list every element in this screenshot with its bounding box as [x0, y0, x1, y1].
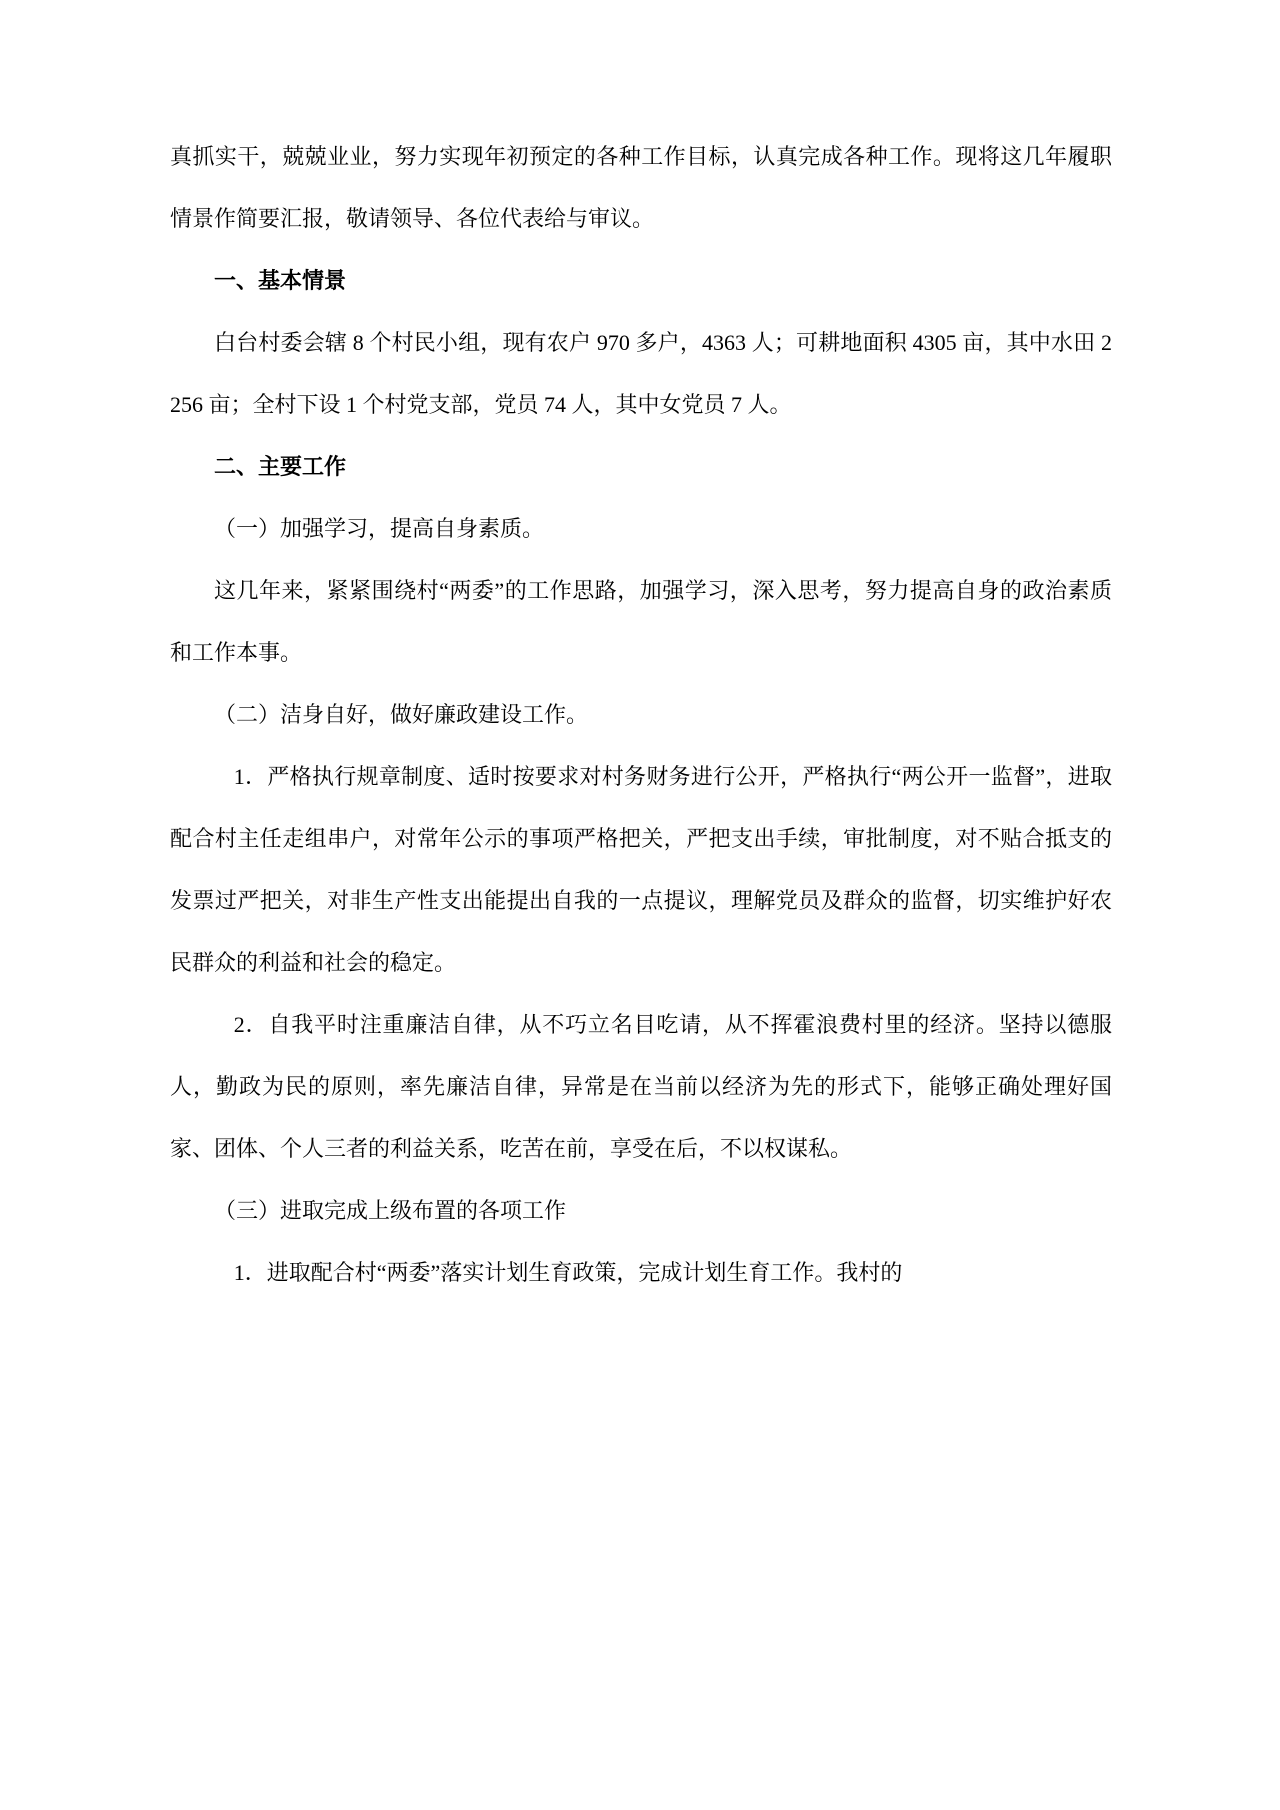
paragraph: 1．进取配合村“两委”落实计划生育政策，完成计划生育工作。我村的 [233, 1260, 903, 1285]
paragraph: 白台村委会辖 8 个村民小组，现有农户 970 多户，4363 人；可耕地面积 4305 亩，其中水田 2256 亩；全村下设 1 个村党支部，党员 74 人，其中女党员 7 人。 [170, 330, 1112, 417]
paragraph: 1．严格执行规章制度、适时按要求对村务财务进行公开，严格执行“两公开一监督”，进取配合村主任走组串户，对常年公示的事项严格把关，严把支出手续，审批制度，对不贴合抵支的发票过严把关，对非生产性支出能提出自我的一点提议，理解党员及群众的监督，切实维护好农民群众的利益和社会的稳定。 [170, 764, 1112, 975]
paragraph: （三）进取完成上级布置的各项工作 [214, 1198, 567, 1223]
paragraph: 2．自我平时注重廉洁自律，从不巧立名目吃请，从不挥霍浪费村里的经济。坚持以德服人，勤政为民的原则，率先廉洁自律，异常是在当前以经济为先的形式下，能够正确处理好国家、团体、个人三者的利益关系，吃苦在前，享受在后，不以权谋私。 [170, 1012, 1112, 1161]
paragraph: （一）加强学习，提高自身素质。 [214, 516, 545, 541]
section-heading: 一、基本情景 [214, 268, 347, 293]
paragraph: 真抓实干，兢兢业业，努力实现年初预定的各种工作目标，认真完成各种工作。现将这几年履职情景作简要汇报，敬请领导、各位代表给与审议。 [170, 144, 1112, 231]
section-heading: 二、主要工作 [214, 454, 347, 479]
paragraph: 这几年来，紧紧围绕村“两委”的工作思路，加强学习，深入思考，努力提高自身的政治素质和工作本事。 [170, 578, 1112, 665]
paragraph: （二）洁身自好，做好廉政建设工作。 [214, 702, 589, 727]
